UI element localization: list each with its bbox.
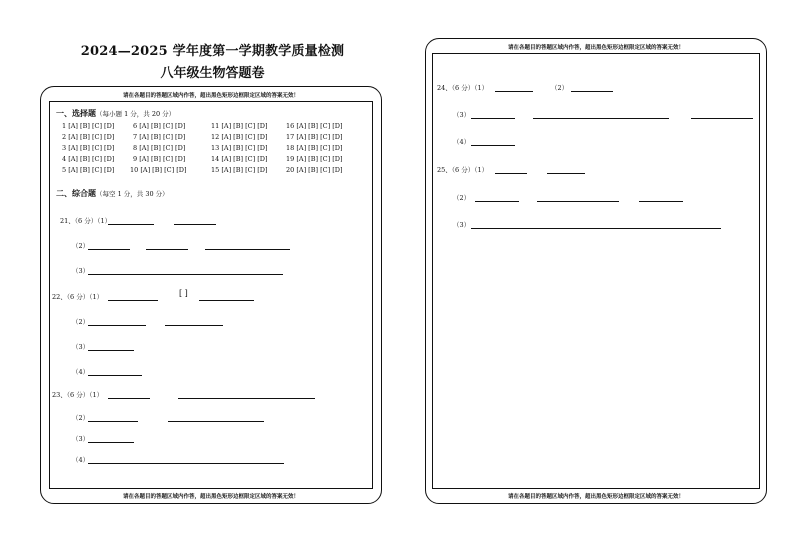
part-label: （3） xyxy=(72,343,90,351)
part-label: （3） xyxy=(453,221,471,229)
answer-blank[interactable] xyxy=(471,145,515,146)
answer-blank[interactable] xyxy=(495,91,533,92)
answer-blank[interactable] xyxy=(88,375,142,376)
choice-item[interactable]: 12 [A] [B] [C] [D] xyxy=(211,133,268,141)
choice-item[interactable]: 5 [A] [B] [C] [D] xyxy=(62,166,115,174)
choice-item[interactable]: 19 [A] [B] [C] [D] xyxy=(286,155,343,163)
part-label: （4） xyxy=(72,456,90,464)
choice-item[interactable]: 4 [A] [B] [C] [D] xyxy=(62,155,115,163)
notice-top: 请在各题目的答题区域内作答，超出黑色矩形边框限定区域的答案无效！ xyxy=(122,93,299,99)
part-label: （2） xyxy=(72,242,90,250)
q23-label: 23、（6 分）（1） xyxy=(52,391,104,399)
choice-item[interactable]: 9 [A] [B] [C] [D] xyxy=(133,155,186,163)
answer-blank[interactable] xyxy=(537,201,619,202)
notice-bottom: 请在各题目的答题区域内作答，超出黑色矩形边框限定区域的答案无效！ xyxy=(122,494,299,500)
part-label: （2） xyxy=(453,194,471,202)
part-label: （2） xyxy=(551,84,569,92)
choice-item[interactable]: 20 [A] [B] [C] [D] xyxy=(286,166,343,174)
q21-label: 21、（6 分）（1） xyxy=(60,217,112,225)
choice-item[interactable]: 6 [A] [B] [C] [D] xyxy=(133,122,186,130)
section1-heading: 一、选择题（每小题 1 分，共 20 分） xyxy=(56,108,176,118)
answer-blank[interactable] xyxy=(495,173,527,174)
answer-frame xyxy=(432,53,760,489)
q25-label: 25、（6 分）（1） xyxy=(437,166,489,174)
answer-panel-right xyxy=(425,38,767,504)
choice-item[interactable]: 10 [A] [B] [C] [D] xyxy=(130,166,187,174)
part-label: （2） xyxy=(72,414,90,422)
q24-label: 24、（6 分）（1） xyxy=(437,84,489,92)
answer-blank[interactable] xyxy=(88,421,138,422)
part-label: （3） xyxy=(72,267,90,275)
answer-blank[interactable] xyxy=(88,325,146,326)
answer-blank[interactable] xyxy=(571,91,613,92)
choice-item[interactable]: 3 [A] [B] [C] [D] xyxy=(62,144,115,152)
answer-blank[interactable] xyxy=(205,249,290,250)
choice-item[interactable]: 2 [A] [B] [C] [D] xyxy=(62,133,115,141)
choice-item[interactable]: 16 [A] [B] [C] [D] xyxy=(286,122,343,130)
choice-item[interactable]: 15 [A] [B] [C] [D] xyxy=(211,166,268,174)
answer-blank[interactable] xyxy=(178,398,315,399)
choice-item[interactable]: 8 [A] [B] [C] [D] xyxy=(133,144,186,152)
answer-blank[interactable] xyxy=(691,118,753,119)
exam-subtitle: 八年级生物答题卷 xyxy=(160,66,265,81)
answer-blank[interactable] xyxy=(108,300,158,301)
answer-blank[interactable] xyxy=(475,201,519,202)
choice-item[interactable]: 17 [A] [B] [C] [D] xyxy=(286,133,343,141)
choice-item[interactable]: 1 [A] [B] [C] [D] xyxy=(62,122,115,130)
answer-panel-left xyxy=(40,86,382,504)
q22-label: 22、（6 分）（1） xyxy=(52,293,104,301)
choice-item[interactable]: 7 [A] [B] [C] [D] xyxy=(133,133,186,141)
answer-blank[interactable] xyxy=(146,249,188,250)
notice-bottom: 请在各题目的答题区域内作答，超出黑色矩形边框限定区域的答案无效！ xyxy=(507,494,684,500)
answer-blank[interactable] xyxy=(88,463,284,464)
notice-top: 请在各题目的答题区域内作答，超出黑色矩形边框限定区域的答案无效！ xyxy=(507,45,684,51)
answer-blank[interactable] xyxy=(108,224,154,225)
answer-blank[interactable] xyxy=(165,325,223,326)
part-label: （3） xyxy=(72,435,90,443)
choice-item[interactable]: 13 [A] [B] [C] [D] xyxy=(211,144,268,152)
answer-blank[interactable] xyxy=(88,249,130,250)
answer-blank[interactable] xyxy=(174,224,216,225)
part-label: （4） xyxy=(72,368,90,376)
part-label: （4） xyxy=(453,138,471,146)
answer-blank[interactable] xyxy=(471,118,515,119)
answer-frame xyxy=(49,101,373,489)
choice-bracket[interactable]: [ ] xyxy=(179,289,188,298)
answer-blank[interactable] xyxy=(168,421,264,422)
answer-blank[interactable] xyxy=(199,300,254,301)
answer-blank[interactable] xyxy=(471,228,721,229)
section2-heading: 二、综合题（每空 1 分，共 30 分） xyxy=(56,188,169,198)
part-label: （2） xyxy=(72,318,90,326)
answer-blank[interactable] xyxy=(88,442,134,443)
answer-blank[interactable] xyxy=(639,201,683,202)
choice-item[interactable]: 14 [A] [B] [C] [D] xyxy=(211,155,268,163)
part-label: （3） xyxy=(453,111,471,119)
answer-blank[interactable] xyxy=(108,398,150,399)
answer-blank[interactable] xyxy=(88,274,283,275)
answer-blank[interactable] xyxy=(533,118,669,119)
choice-item[interactable]: 11 [A] [B] [C] [D] xyxy=(211,122,268,130)
exam-title: 2024—2025 学年度第一学期教学质量检测 xyxy=(80,44,345,59)
answer-blank[interactable] xyxy=(547,173,585,174)
answer-blank[interactable] xyxy=(88,350,134,351)
choice-item[interactable]: 18 [A] [B] [C] [D] xyxy=(286,144,343,152)
